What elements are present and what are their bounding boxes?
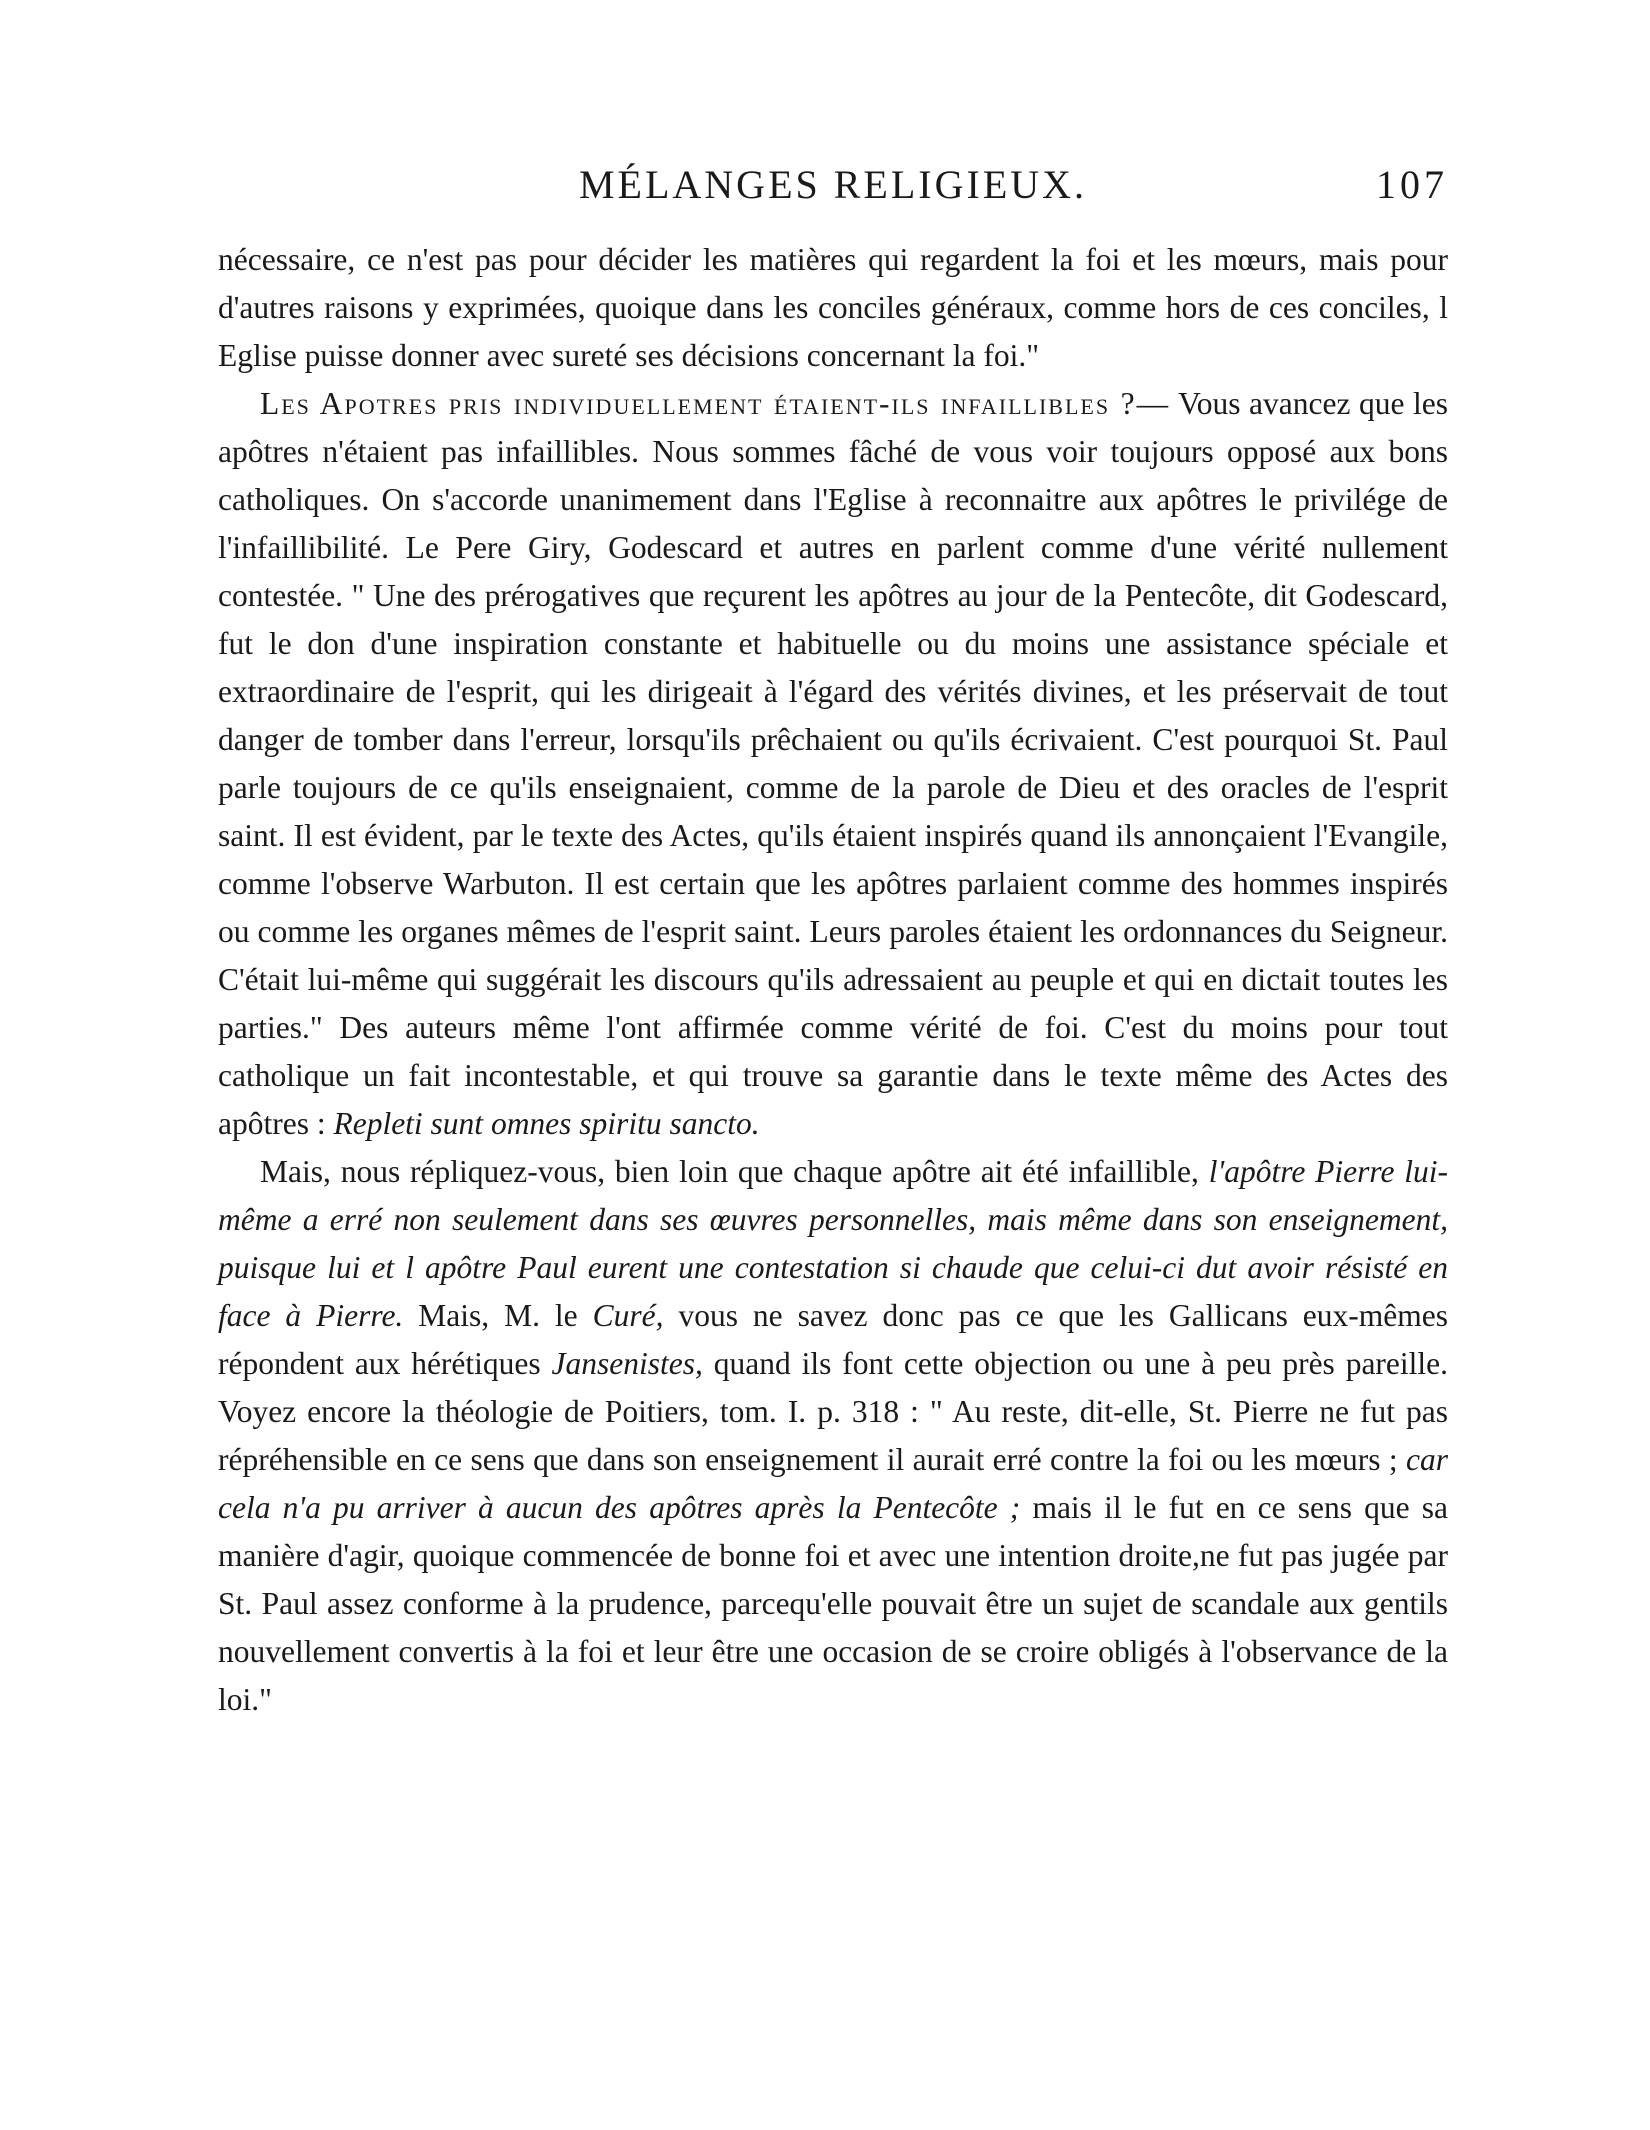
paragraph-3-text-3: vous ne savez donc pas ce que les Gallicans eux-mêmes répondent aux hérétiques bbox=[218, 1298, 1448, 1381]
paragraph-2 bbox=[218, 380, 1448, 1148]
paragraph-1 bbox=[218, 236, 1448, 380]
paragraph-3-text-4: quand ils font cette objection ou une à peu près pareille. Voyez encore la théologie de Poitiers, tom. I. p. 318 : " Au reste, dit-elle, St. Pierre ne fut pas répréhensible en ce sens que dans son enseignement il aurait erré contre la foi ou les mœurs ; bbox=[218, 1346, 1449, 1477]
running-head bbox=[218, 160, 1448, 210]
page-number: 107 bbox=[1376, 162, 1448, 207]
paragraph-3-italic-4: car cela n'a pu arriver à aucun des apôtres après la Pentecôte ; bbox=[218, 1442, 1448, 1525]
paragraph-3-text-2: Mais, M. le bbox=[418, 1298, 578, 1333]
body-text bbox=[218, 236, 1448, 1724]
paragraph-3 bbox=[218, 1148, 1448, 1724]
section-heading: Les Apotres pris individuellement étaient-ils infaillibles ?— bbox=[260, 386, 1171, 421]
paragraph-3-italic-2: Curé, bbox=[592, 1298, 664, 1333]
paragraph-2-text: Vous avancez que les apôtres n'étaient pas infaillibles. Nous sommes fâché de vous voir toujours opposé aux bons catholiques. On s'accorde unanimement dans l'Eglise à reconnaitre aux apôtres le privilége de l'infaillibilité. Le Pere Giry, Godescard et autres en parlent comme d'une vérité nullement contestée. " Une des prérogatives que reçurent les apôtres au jour de la Pentecôte, dit Godescard, fut le don d'une inspiration constante et habituelle ou du moins une assistance spéciale et extraordinaire de l'esprit, qui les dirigeait à l'égard des vérités divines, et les préservait de tout danger de tomber dans l'erreur, lorsqu'ils prêchaient ou qu'ils écrivaient. C'est pourquoi St. Paul parle toujours de ce qu'ils enseignaient, comme de la parole de Dieu et des oracles de l'esprit saint. Il est évident, par le texte des Actes, qu'ils étaient inspirés quand ils annonçaient l'Evangile, comme l'observe Warbuton. Il est certain que les apôtres parlaient comme des hommes inspirés ou comme les organes mêmes de l'esprit saint. Leurs paroles étaient les ordonnances du Seigneur. C'était lui-même qui suggérait les discours qu'ils adressaient au peuple et qui en dictait toutes les parties." Des auteurs même l'ont affirmée comme vérité de foi. C'est du moins pour tout catholique un fait incontestable, et qui trouve sa garantie dans le texte même des Actes des apôtres : bbox=[218, 386, 1448, 1141]
paragraph-3-italic-1: l'apôtre Pierre lui-même a erré non seulement dans ses œuvres personnelles, mais même dans son enseignement, puisque lui et l apôtre Paul eurent une contestation si chaude que celui-ci dut avoir résisté en face à Pierre. bbox=[218, 1154, 1449, 1333]
paragraph-2-latin-quote: Repleti sunt omnes spiritu sancto. bbox=[333, 1106, 760, 1141]
paragraph-3-text-1: Mais, nous répliquez-vous, bien loin que chaque apôtre ait été infaillible, bbox=[260, 1154, 1199, 1189]
running-title: MÉLANGES RELIGIEUX. bbox=[578, 162, 1088, 207]
paragraph-1-text: nécessaire, ce n'est pas pour décider les matières qui regardent la foi et les mœurs, mais pour d'autres raisons y exprimées, quoique dans les conciles généraux, comme hors de ces conciles, l Eglise puisse donner avec sureté ses décisions concernant la foi." bbox=[218, 242, 1448, 373]
paragraph-3-italic-3: Jansenistes, bbox=[551, 1346, 703, 1381]
paragraph-3-text-5: mais il le fut en ce sens que sa manière d'agir, quoique commencée de bonne foi et avec une intention droite,ne fut pas jugée par St. Paul assez conforme à la prudence, parcequ'elle pouvait être un sujet de scandale aux gentils nouvellement convertis à la foi et leur être une occasion de se croire obligés à l'observance de la loi." bbox=[218, 1490, 1449, 1717]
